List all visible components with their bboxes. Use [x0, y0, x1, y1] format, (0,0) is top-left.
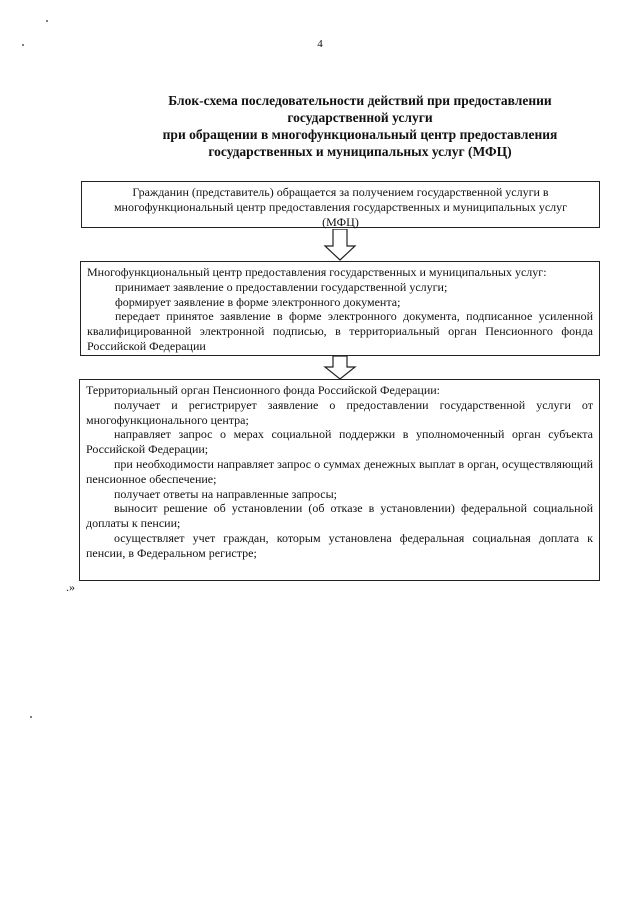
list-item: принимает заявление о предоставлении государственной услуги; [115, 279, 448, 294]
list-item: передает принятое заявление в форме электронного документа, подписанное усиленной квалифицированной электронной подписью, в территориальный орган Пенсионного фонда Российской Федерации [87, 309, 593, 353]
list-item: осуществляет учет граждан, которым установлена федеральная социальная доплата к пенсии, в Федеральном регистре; [86, 530, 593, 560]
box-heading: Территориальный орган Пенсионного фонда Российской Федерации: [86, 383, 440, 397]
scan-speck [30, 716, 32, 718]
list-item: направляет запрос о мерах социальной поддержки в уполномоченный орган субъекта Российской Федерации; [86, 427, 593, 457]
box-line: Гражданин (представитель) обращается за получением государственной услуги в [132, 185, 549, 199]
box-heading: Многофункциональный центр предоставления государственных и муниципальных услуг: [87, 265, 547, 279]
flow-box-pension-fund-actions [79, 379, 600, 581]
title-line: Блок-схема последовательности действий при предоставлении [168, 93, 552, 108]
title-line: государственной услуги [287, 110, 433, 125]
list-item: получает и регистрирует заявление о предоставлении государственной услуги от многофункционального центра; [86, 397, 593, 427]
down-arrow-icon [323, 356, 357, 380]
list-item: получает ответы на направленные запросы; [114, 486, 337, 501]
box-line: многофункциональный центр предоставления государственных и муниципальных услуг [113, 199, 568, 214]
list-item: формирует заявление в форме электронного документа; [115, 294, 401, 309]
scan-speck [46, 20, 48, 22]
list-item: при необходимости направляет запрос о суммах денежных выплат в орган, осуществляющий пенсионное обеспечение; [86, 456, 593, 486]
closing-quote-mark: .» [66, 580, 75, 594]
list-item: выносит решение об установлении (об отказе в установлении) федеральной социальной доплаты к пенсии; [86, 501, 593, 531]
page-title [100, 92, 620, 160]
scan-speck [22, 44, 24, 46]
flow-box-citizen-request [81, 181, 600, 228]
box-line: (МФЦ) [322, 214, 359, 229]
title-line: при обращении в многофункциональный центр предоставления [162, 127, 558, 142]
page-number: 4 [317, 38, 323, 50]
title-line: государственных и муниципальных услуг (МФЦ) [208, 144, 512, 159]
down-arrow-icon [323, 229, 357, 261]
flow-box-mfc-actions [80, 261, 600, 356]
